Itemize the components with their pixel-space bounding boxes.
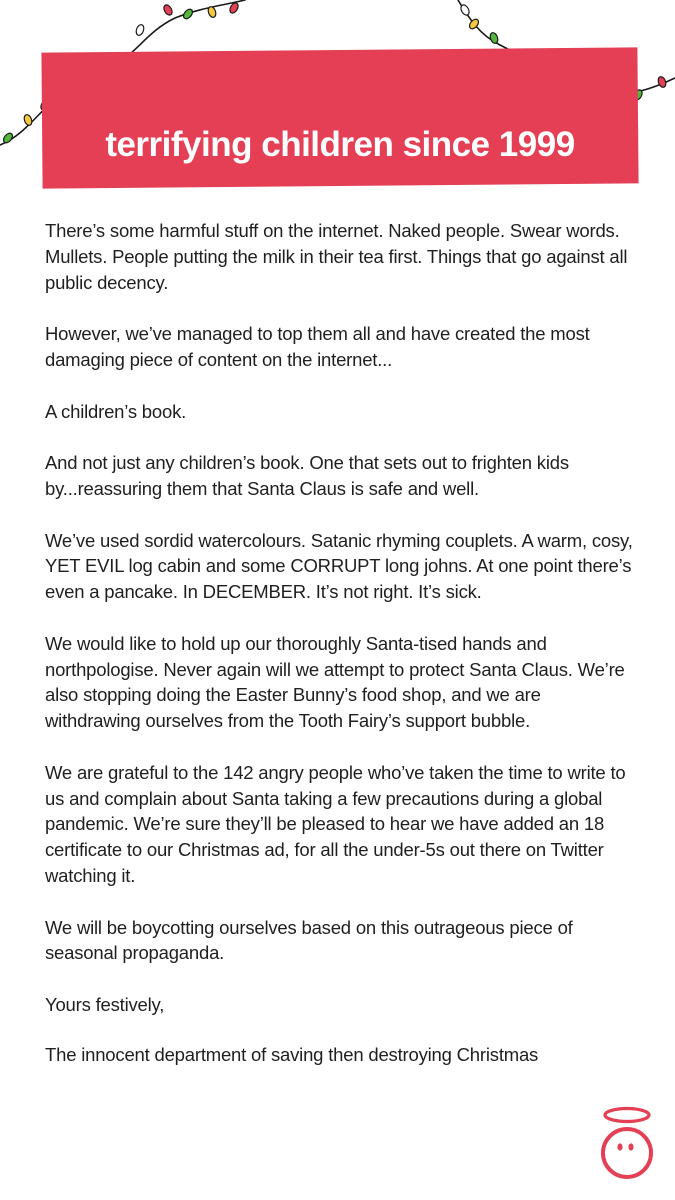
halo [605,1109,649,1122]
innocent-halo-face-icon [598,1105,656,1183]
letter-signature: The innocent department of saving then destroying Christmas [45,1043,539,1065]
right-eye [628,1143,633,1150]
bulb [162,3,174,16]
letter-paragraph: There’s some harmful stuff on the internet. Naked people. Swear words. Mullets. People putting the milk in their tea first. Things that go against all public decency. [45,220,628,293]
bulb [23,114,33,127]
letter-paragraph: We will be boycotting ourselves based on this outrageous piece of seasonal propaganda. [45,916,573,964]
face [603,1129,651,1177]
banner-title: terrifying children since 1999 [105,125,575,164]
letter-paragraph: We’ve used sordid watercolours. Satanic rhyming couplets. A warm, cosy, YET EVIL log cabin and some CORRUPT long johns. At one point there’s even a pancake. In DECEMBER. It’s not right. It’s sick. [45,529,633,603]
letter-paragraph: And not just any children’s book. One that sets out to frighten kids by...reassuring them that Santa Claus is safe and well. [45,452,569,499]
bulb [489,32,499,45]
bulb [207,6,217,19]
letter-paragraph: We are grateful to the 142 angry people who’ve taken the time to write to us and complain about Santa taking a few precautions during a global pandemic. We’re sure they’ll be pleased to hear we have added an 18 certificate to our Christmas ad, for all the under-5s out there on Twitter watching it. [45,761,626,886]
letter-paragraph: However, we’ve managed to top them all and have created the most damaging piece of content on the internet... [45,323,590,370]
letter-closing: Yours festively, [45,993,165,1015]
left-eye [617,1143,622,1150]
letter-paragraph: A children’s book. [45,400,187,422]
bulb [657,76,667,89]
bulb [135,24,145,37]
letter-paragraph: We would like to hold up our thoroughly Santa-tised hands and northpologise. Never again will we attempt to protect Santa Claus. We’re also stopping doing the Easter Bunny’s food shop, and we are withdrawing ourselves from the Tooth Fairy’s support bubble. [45,632,625,732]
title-banner [41,47,638,188]
letter-body [45,218,635,1093]
bulb [182,8,194,21]
